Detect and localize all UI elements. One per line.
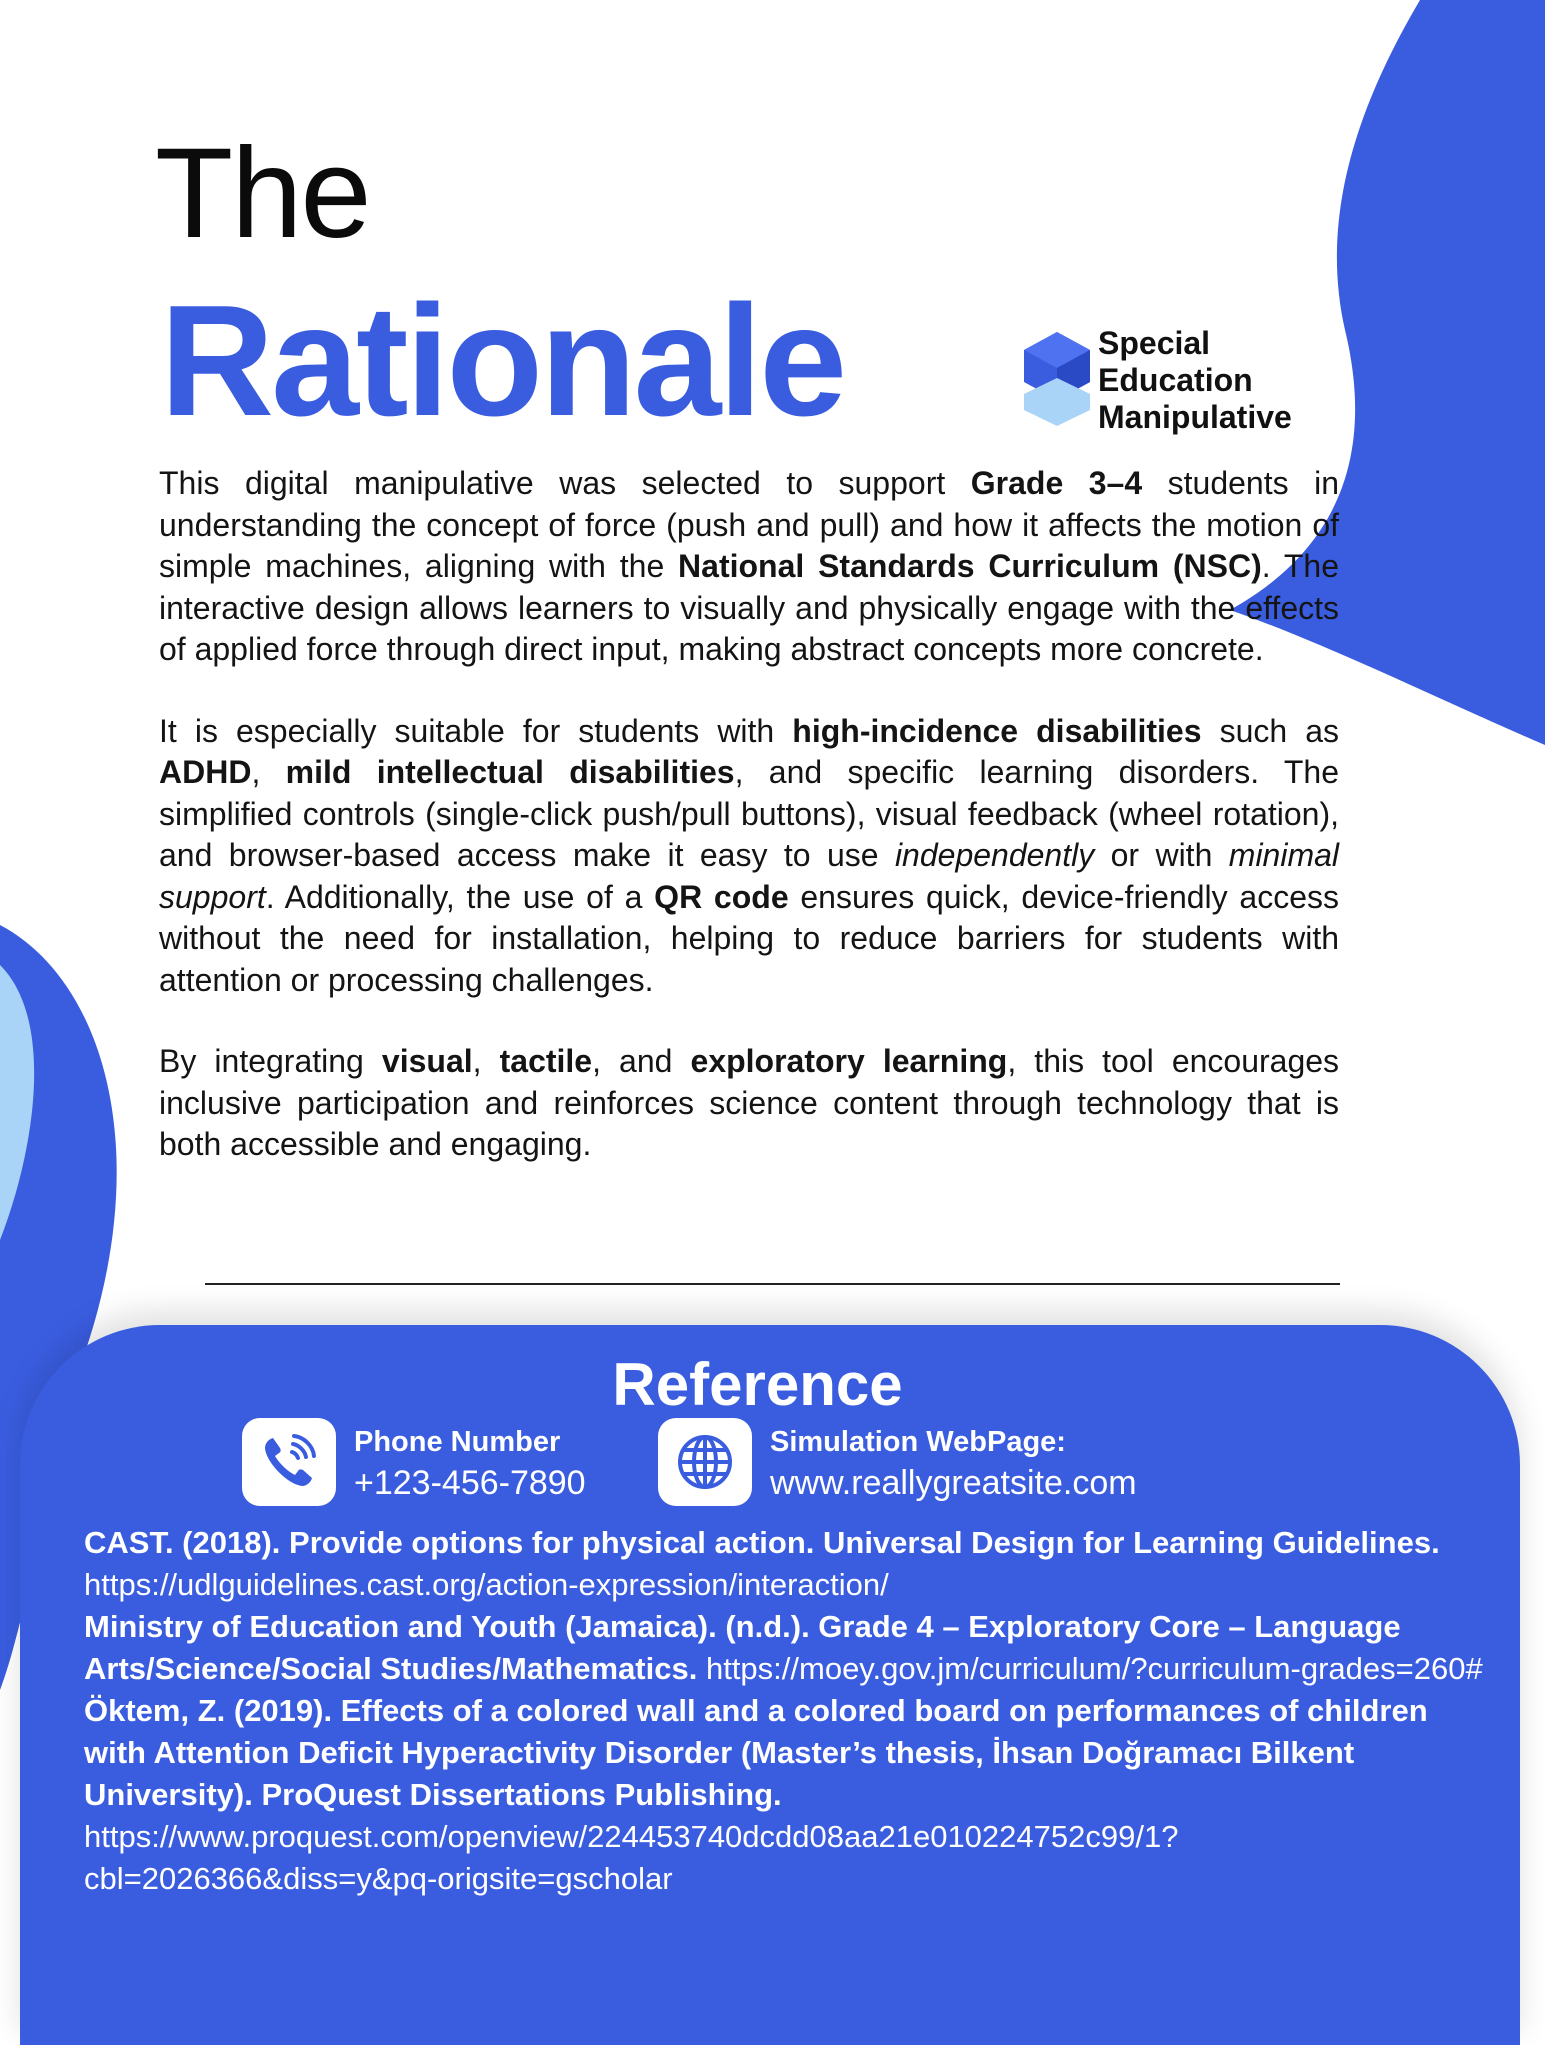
text-run: . The interactive design allows learners to visually and physically engage with the effects of applied force through direct input, making abstract concepts more concrete. [159, 548, 1340, 667]
phone-label: Phone Number [354, 1426, 561, 1458]
reference-citation: Öktem, Z. (2019). Effects of a colored wall and a colored board on performances of children with Attention Deficit Hyperactivity Disorder (Master’s thesis, İhsan Doğramacı Bilkent University). ProQuest Dissertations Publishing. [84, 1693, 1428, 1812]
brand-text-line2: Education [1098, 362, 1253, 398]
bold-run: exploratory learning [690, 1043, 1008, 1079]
bold-run: ADHD [159, 754, 252, 790]
brand-text-line1: Special [1098, 325, 1211, 361]
reference-citation: CAST. (2018). Provide options for physical action. Universal Design for Learning Guidelines. [84, 1525, 1440, 1560]
reference-citation: Ministry of Education and Youth (Jamaica). (n.d.). Grade 4 – Exploratory Core – Language Arts/Science/Social Studies/Mathematics. [84, 1609, 1401, 1686]
bold-run: tactile [499, 1043, 593, 1079]
paragraph-1 [159, 463, 1339, 671]
globe-icon-box [658, 1418, 752, 1506]
phone-number[interactable]: +123-456-7890 [354, 1464, 586, 1502]
text-run: It is especially suitable for students with [159, 712, 793, 749]
web-url[interactable]: www.reallygreatsite.com [770, 1464, 1137, 1502]
paragraph-3 [159, 1041, 1339, 1166]
reference-url[interactable]: https://www.proquest.com/openview/224453740dcdd08aa21e010224752c99/1?cbl=2026366&diss=y&pq-origsite=gscholar [84, 1819, 1179, 1896]
rationale-body [159, 463, 1339, 1206]
reference-list [84, 1522, 1484, 1900]
bold-run: Grade 3–4 [970, 465, 1143, 501]
text-run: . Additionally, the use of a [265, 878, 655, 915]
reference-title: Reference [612, 1351, 903, 1418]
phone-icon-box [242, 1418, 336, 1506]
reference-url[interactable]: https://moey.gov.jm/curriculum/?curriculum-grades=260# [697, 1651, 1483, 1686]
text-run: such as [1201, 712, 1340, 749]
text-run: By integrating [159, 1043, 382, 1079]
reference-entry-3 [84, 1690, 1484, 1900]
bold-run: mild intellectual disabilities [285, 754, 735, 790]
bold-run: visual [381, 1043, 473, 1079]
reference-url[interactable]: https://udlguidelines.cast.org/action-expression/interaction/ [84, 1567, 889, 1602]
section-divider [205, 1283, 1340, 1285]
page-title-the: The [155, 122, 370, 265]
reference-entry-1 [84, 1522, 1484, 1606]
web-label: Simulation WebPage: [770, 1426, 1066, 1458]
brand-text-line3: Manipulative [1098, 399, 1292, 435]
page-title: Rationale [160, 273, 845, 449]
paragraph-2 [159, 711, 1339, 1002]
text-run: students in understanding the concept of force (push and pull) and how it affects the motion of simple machines, aligning with the [159, 465, 1340, 584]
text-run: , this tool encourages inclusive participation and reinforces science content through technology that is both accessible and engaging. [159, 1043, 1340, 1162]
reference-entry-2 [84, 1606, 1484, 1690]
text-run: , [251, 754, 286, 790]
text-run: , and [592, 1043, 691, 1079]
bold-run: National Standards Curriculum (NSC) [678, 548, 1262, 584]
text-run: , and specific learning disorders. The simplified controls (single-click push/pull buttons), visual feedback (wheel rotation), and browser-based access make it easy to use [159, 754, 1340, 873]
text-run: or with [1094, 837, 1229, 873]
brand-logo-block [1018, 325, 1338, 435]
bold-run: QR code [654, 878, 789, 915]
text-run: , [472, 1043, 500, 1079]
phone-icon [259, 1432, 319, 1492]
bold-run: high-incidence disabilities [792, 712, 1202, 749]
italic-run: independently [894, 837, 1095, 873]
cube-logo-icon [1018, 330, 1096, 426]
text-run: ensures quick, device-friendly access without the need for installation, helping to reduce barriers for students with attention or processing challenges. [159, 878, 1340, 998]
italic-run: minimal support [159, 837, 1340, 915]
globe-icon [675, 1432, 735, 1492]
text-run: This digital manipulative was selected to support [159, 465, 971, 501]
